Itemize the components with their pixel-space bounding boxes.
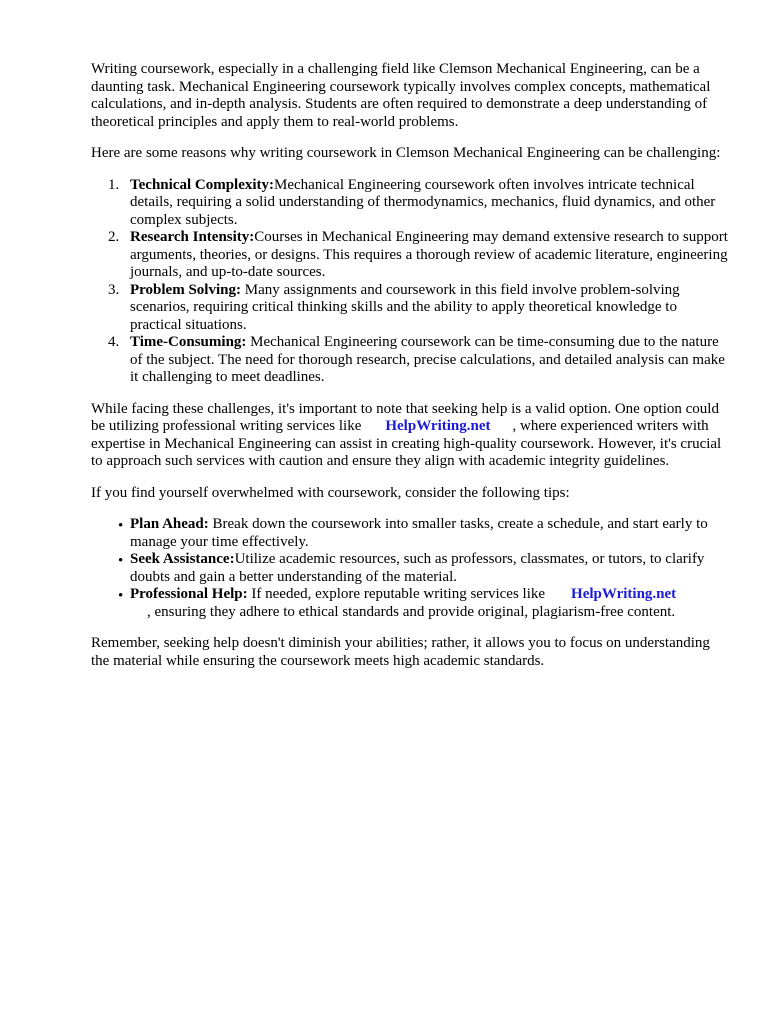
list-item-text: If needed, explore reputable writing services like — [251, 586, 546, 602]
list-item-text: Many assignments and coursework in this field involve problem-solving scenarios, requiring critical thinking skills and the ability to apply theoretical knowledge to practical situations. — [130, 281, 680, 333]
list-item-title: Professional Help: — [130, 586, 248, 602]
list-item — [91, 586, 731, 621]
help-text-after: , where experienced writers with expertise in Mechanical Engineering can assist in creating high-quality coursework. However, it's crucial to approach such services with caution and ensure they align with academic integrity guidelines. — [91, 418, 722, 469]
list-item-text: Break down the coursework into smaller tasks, create a schedule, and start early to manage your time effectively. — [130, 516, 708, 550]
list-item — [91, 177, 731, 230]
list-number: 1. — [108, 176, 120, 193]
list-number: 4. — [108, 334, 120, 350]
list-item — [91, 516, 731, 551]
intro-paragraph: Writing coursework, especially in a challenging field like Clemson Mechanical Engineering, can be a daunting task. Mechanical Engineering coursework typically involves complex concepts, mathematical calculations, and in-depth analysis. Students are often required to demonstrate a deep understanding of theoretical principles and apply them to real-world problems. — [91, 61, 711, 130]
bullet-icon: • — [118, 553, 124, 569]
list-item — [91, 282, 731, 335]
list-item-title: Seek Assistance: — [130, 551, 235, 567]
list-item-text: Mechanical Engineering coursework can be time-consuming due to the nature of the subject. The need for thorough research, precise calculations, and detailed analysis can make it challenging to meet deadlines. — [130, 334, 725, 385]
document-body — [91, 61, 731, 684]
closing-paragraph: Remember, seeking help doesn't diminish your abilities; rather, it allows you to focus on understanding the material while ensuring the coursework meets high academic standards. — [91, 635, 710, 669]
list-item-text: Mechanical Engineering coursework often involves intricate technical details, requiring a solid understanding of thermodynamics, mechanics, fluid dynamics, and other complex subjects. — [130, 176, 716, 228]
list-item — [91, 229, 731, 282]
list-item — [91, 334, 731, 387]
bullet-icon: • — [118, 518, 124, 534]
helpwriting-link[interactable]: HelpWriting.net — [385, 418, 491, 434]
bullet-icon: • — [118, 588, 124, 604]
list-number: 2. — [108, 229, 120, 245]
list-item — [91, 551, 731, 586]
list-item-title: Research Intensity: — [130, 229, 255, 245]
reasons-list — [91, 177, 731, 387]
helpwriting-link[interactable]: HelpWriting.net — [571, 586, 677, 602]
help-paragraph — [91, 401, 731, 471]
list-item-title: Technical Complexity: — [130, 176, 275, 193]
help-text-before: While facing these challenges, it's important to note that seeking help is a valid option. One option could be utilizing professional writing services like — [91, 400, 719, 434]
tips-intro-paragraph: If you find yourself overwhelmed with coursework, consider the following tips: — [91, 484, 570, 501]
list-item-title: Problem Solving: — [130, 281, 241, 298]
list-item-text: Courses in Mechanical Engineering may demand extensive research to support arguments, theories, or designs. This requires a thorough review of academic literature, engineering journals, and up-to-date sources. — [130, 229, 728, 280]
reasons-intro-paragraph: Here are some reasons why writing coursework in Clemson Mechanical Engineering can be challenging: — [91, 145, 721, 161]
list-item-title: Time-Consuming: — [130, 334, 247, 350]
list-item-title: Plan Ahead: — [130, 516, 209, 532]
list-item-text: , ensuring they adhere to ethical standards and provide original, plagiarism-free content. — [147, 603, 676, 620]
list-item-text: Utilize academic resources, such as professors, classmates, or tutors, to clarify doubts and gain a better understanding of the material. — [130, 551, 705, 585]
tips-list — [91, 516, 731, 621]
list-number: 3. — [108, 281, 120, 298]
